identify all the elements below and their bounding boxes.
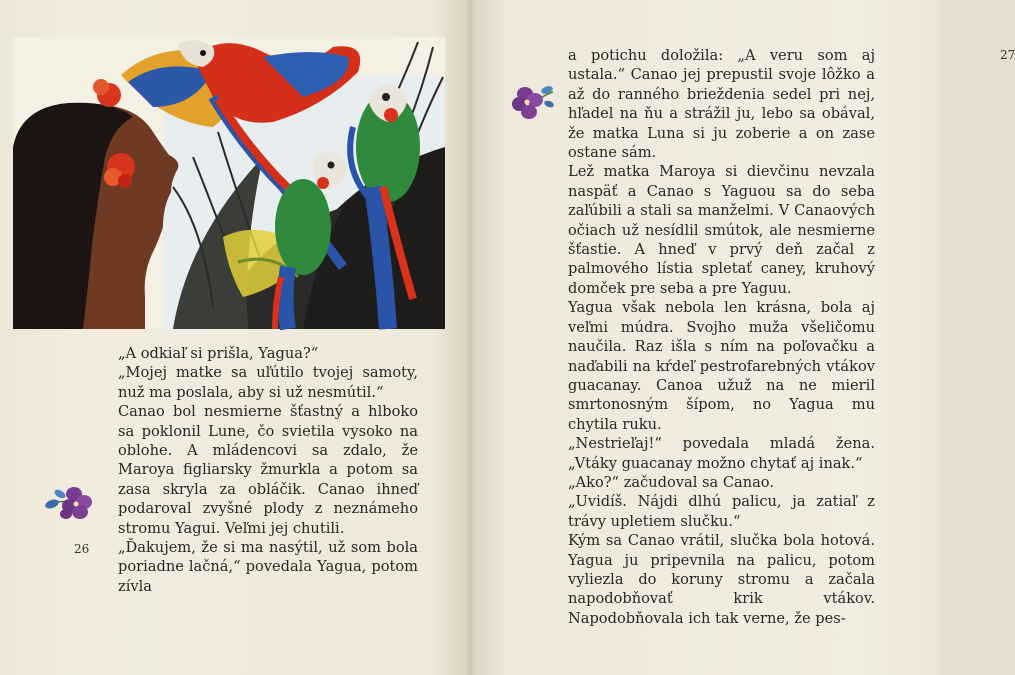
left-paragraph-1: „A odkiaľ si prišla, Yagua?“	[118, 345, 319, 362]
left-page-text	[118, 344, 418, 596]
left-paragraph-2: „Mojej matke sa uľútilo tvojej samoty, nuž ma poslala, aby si už nesmútil.“	[118, 364, 418, 401]
right-paragraph-4: „Nestrieľaj!“ povedala mladá žena. „Vtáky guacanay možno chytať aj inak.“	[568, 435, 875, 472]
right-paragraph-5: „Ako?“ začudoval sa Canao.	[568, 473, 774, 491]
page-number: 27	[1000, 48, 1015, 62]
right-page-text	[568, 46, 875, 628]
violet-flower-icon	[38, 478, 98, 524]
right-paragraph-3: Yagua však nebola len krásna, bola aj veľmi múdra. Svojho muža všeličomu naučila. Raz išla s ním na poľovačku a naďabili na kŕdeľ pestrofarebných vtákov guacanay. Canoa užuž na ne mieril smrtonosným šípom, no Yagua mu chytila ruku.	[568, 299, 875, 433]
parrots-and-woman-illustration	[13, 37, 445, 329]
left-paragraph-3: Canao bol nesmierne šťastný a hlboko sa poklonil Lune, čo svietila vysoko na oblohe. A mládencovi sa zdalo, že Maroya figliarsky žmurkla a potom sa zasa skryla za obláčik. Canao ihneď podaroval zvyšné plody z neznámeho stromu Yagui. Veľmi jej chutili.	[118, 403, 418, 537]
right-paragraph-2: Lež matka Maroya si dievčinu nevzala naspäť a Canao s Yaguou sa do seba zaľúbili a stali sa manželmi. V Canaových očiach už nesídlil smútok, ale nesmierne šťastie. A hneď v prvý deň začal z palmového lístia spletať caney, kruhový domček pre seba a pre Yaguu.	[568, 163, 875, 297]
violet-flower-icon	[507, 80, 557, 126]
left-page	[0, 0, 470, 675]
left-paragraph-4: „Ďakujem, že si ma nasýtil, už som bola poriadne lačná,“ povedala Yagua, potom zívla	[118, 539, 418, 595]
right-paragraph-7: Kým sa Canao vrátil, slučka bola hotová. Yagua ju pripevnila na palicu, potom vyliezla do koruny stromu a začala napodobňovať krik vtákov. Napodobňovala ich tak verne, že pes-	[568, 532, 875, 627]
right-paragraph-1: a potichu doložila: „A veru som aj ustala.“ Canao jej prepustil svoje lôžko a až do ranného brieždenia sedel pri nej, hľadel na ňu a strážil ju, lebo sa obával, že matka Luna si ju zoberie a on zase ostane sám.	[568, 47, 875, 162]
right-paragraph-6: „Uvidíš. Nájdi dlhú palicu, ja zatiaľ z trávy upletiem slučku.“	[568, 493, 875, 530]
page-number: 26	[74, 542, 90, 556]
